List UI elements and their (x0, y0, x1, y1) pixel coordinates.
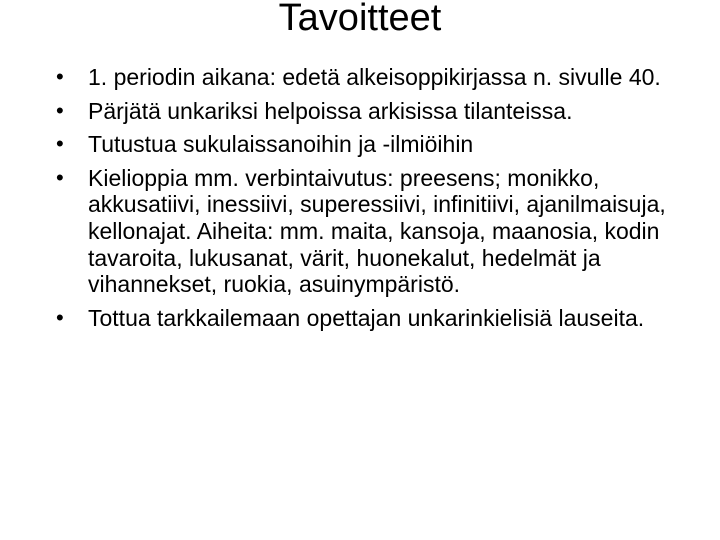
bullet-dot-icon: • (56, 97, 64, 123)
bullet-item (54, 131, 684, 158)
bullet-item (54, 305, 684, 332)
bullet-item (54, 98, 684, 125)
slide-title: Tavoitteet (278, 0, 442, 39)
bullet-dot-icon: • (56, 64, 64, 89)
bullet-dot-icon: • (56, 304, 64, 330)
bullet-list (54, 64, 684, 338)
bullet-text: 1. periodin aikana: edetä alkeisoppikirjassa n. sivulle 40. (88, 64, 661, 90)
bullet-dot-icon: • (56, 131, 64, 157)
bullet-item (54, 165, 684, 298)
bullet-item (54, 64, 684, 91)
bullet-text: Kielioppia mm. verbintaivutus: preesens; monikko, akkusatiivi, inessiivi, superessiivi, infinitiivi, ajanilmaisuja, kellonajat. Aiheita: mm. maita, kansoja, maanosia, kodin tavaroita, lukusanat, värit, huonekalut, hedelmät ja vihannekset, ruokia, asuinympäristö. (88, 164, 666, 298)
bullet-text: Tutustua sukulaissanoihin ja -ilmiöihin (88, 131, 474, 158)
bullet-text: Pärjätä unkariksi helpoissa arkisissa tilanteissa. (88, 97, 573, 124)
bullet-dot-icon: • (56, 164, 64, 190)
bullet-text: Tottua tarkkailemaan opettajan unkarinkielisiä lauseita. (88, 304, 645, 331)
